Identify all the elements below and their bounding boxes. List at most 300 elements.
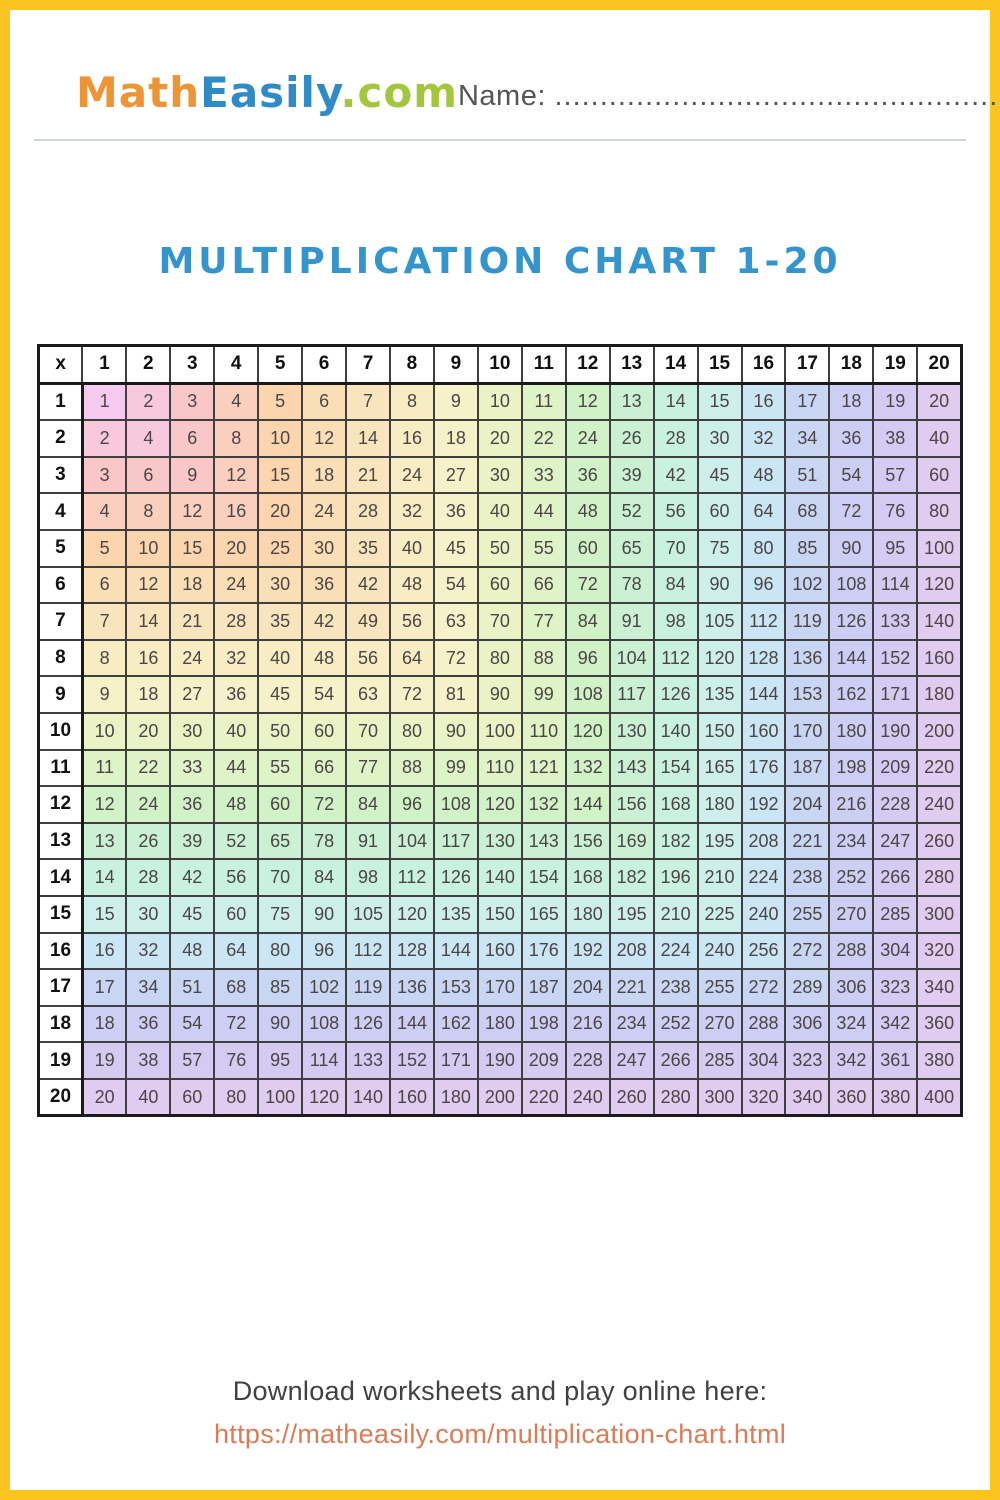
table-cell: 400 bbox=[917, 1079, 961, 1116]
multiplication-table bbox=[37, 344, 963, 1117]
table-cell: 247 bbox=[873, 823, 917, 860]
table-cell: 304 bbox=[873, 933, 917, 970]
table-cell: 10 bbox=[82, 713, 126, 750]
matheasily-logo bbox=[76, 68, 458, 117]
table-cell: 65 bbox=[258, 823, 302, 860]
column-header-cell: 1 bbox=[82, 346, 126, 384]
table-cell: 266 bbox=[654, 1042, 698, 1079]
table-cell: 120 bbox=[302, 1079, 346, 1116]
table-cell: 26 bbox=[610, 420, 654, 457]
table-cell: 225 bbox=[698, 896, 742, 933]
table-row bbox=[39, 713, 962, 750]
table-cell: 42 bbox=[302, 603, 346, 640]
table-cell: 60 bbox=[258, 786, 302, 823]
table-cell: 28 bbox=[346, 493, 390, 530]
table-cell: 70 bbox=[346, 713, 390, 750]
table-cell: 168 bbox=[566, 859, 610, 896]
table-cell: 110 bbox=[478, 750, 522, 787]
table-cell: 143 bbox=[522, 823, 566, 860]
table-cell: 117 bbox=[610, 676, 654, 713]
table-cell: 140 bbox=[346, 1079, 390, 1116]
table-cell: 98 bbox=[654, 603, 698, 640]
table-cell: 182 bbox=[654, 823, 698, 860]
table-cell: 15 bbox=[698, 383, 742, 420]
column-header-cell: 3 bbox=[170, 346, 214, 384]
table-cell: 136 bbox=[390, 969, 434, 1006]
table-cell: 5 bbox=[258, 383, 302, 420]
column-header-cell: 17 bbox=[785, 346, 829, 384]
table-cell: 108 bbox=[566, 676, 610, 713]
table-cell: 102 bbox=[302, 969, 346, 1006]
table-cell: 60 bbox=[478, 567, 522, 604]
table-cell: 88 bbox=[522, 640, 566, 677]
table-cell: 14 bbox=[346, 420, 390, 457]
table-cell: 112 bbox=[654, 640, 698, 677]
table-cell: 360 bbox=[829, 1079, 873, 1116]
table-cell: 234 bbox=[829, 823, 873, 860]
table-cell: 40 bbox=[478, 493, 522, 530]
table-cell: 320 bbox=[742, 1079, 786, 1116]
table-cell: 19 bbox=[873, 383, 917, 420]
table-cell: 39 bbox=[610, 457, 654, 494]
table-cell: 240 bbox=[742, 896, 786, 933]
table-cell: 95 bbox=[873, 530, 917, 567]
logo-part-math: Math bbox=[76, 68, 201, 117]
table-cell: 160 bbox=[742, 713, 786, 750]
table-cell: 96 bbox=[742, 567, 786, 604]
table-cell: 60 bbox=[917, 457, 961, 494]
table-cell: 380 bbox=[917, 1042, 961, 1079]
table-cell: 77 bbox=[346, 750, 390, 787]
table-cell: 91 bbox=[346, 823, 390, 860]
table-cell: 56 bbox=[654, 493, 698, 530]
table-cell: 102 bbox=[785, 567, 829, 604]
table-cell: 210 bbox=[698, 859, 742, 896]
table-row bbox=[39, 640, 962, 677]
table-cell: 200 bbox=[478, 1079, 522, 1116]
table-row bbox=[39, 969, 962, 1006]
table-cell: 152 bbox=[873, 640, 917, 677]
name-fill-in-line: ................................................. bbox=[554, 80, 999, 112]
table-cell: 50 bbox=[478, 530, 522, 567]
column-header-cell: 11 bbox=[522, 346, 566, 384]
table-cell: 64 bbox=[214, 933, 258, 970]
table-cell: 78 bbox=[610, 567, 654, 604]
table-cell: 171 bbox=[873, 676, 917, 713]
column-header-cell: 9 bbox=[434, 346, 478, 384]
table-cell: 42 bbox=[654, 457, 698, 494]
table-cell: 120 bbox=[478, 786, 522, 823]
table-cell: 66 bbox=[522, 567, 566, 604]
table-cell: 100 bbox=[258, 1079, 302, 1116]
table-cell: 180 bbox=[917, 676, 961, 713]
table-cell: 105 bbox=[698, 603, 742, 640]
table-cell: 176 bbox=[522, 933, 566, 970]
table-cell: 180 bbox=[566, 896, 610, 933]
table-header-row bbox=[39, 346, 962, 384]
table-cell: 153 bbox=[785, 676, 829, 713]
table-cell: 169 bbox=[610, 823, 654, 860]
row-header-cell: 8 bbox=[39, 640, 83, 677]
table-cell: 270 bbox=[829, 896, 873, 933]
table-cell: 96 bbox=[390, 786, 434, 823]
table-cell: 68 bbox=[214, 969, 258, 1006]
table-cell: 64 bbox=[742, 493, 786, 530]
table-cell: 2 bbox=[82, 420, 126, 457]
table-cell: 8 bbox=[390, 383, 434, 420]
table-cell: 100 bbox=[478, 713, 522, 750]
table-cell: 280 bbox=[917, 859, 961, 896]
table-cell: 140 bbox=[917, 603, 961, 640]
table-cell: 255 bbox=[698, 969, 742, 1006]
table-cell: 80 bbox=[917, 493, 961, 530]
table-cell: 32 bbox=[126, 933, 170, 970]
table-cell: 342 bbox=[829, 1042, 873, 1079]
table-cell: 255 bbox=[785, 896, 829, 933]
table-cell: 361 bbox=[873, 1042, 917, 1079]
table-cell: 36 bbox=[214, 676, 258, 713]
table-cell: 48 bbox=[214, 786, 258, 823]
logo-part-com: .com bbox=[340, 68, 458, 117]
table-cell: 300 bbox=[917, 896, 961, 933]
table-cell: 18 bbox=[126, 676, 170, 713]
column-header-cell: 19 bbox=[873, 346, 917, 384]
table-cell: 56 bbox=[214, 859, 258, 896]
table-cell: 128 bbox=[742, 640, 786, 677]
table-cell: 208 bbox=[610, 933, 654, 970]
table-cell: 132 bbox=[566, 750, 610, 787]
table-cell: 51 bbox=[170, 969, 214, 1006]
table-cell: 162 bbox=[434, 1006, 478, 1043]
table-cell: 160 bbox=[390, 1079, 434, 1116]
table-row bbox=[39, 493, 962, 530]
table-cell: 84 bbox=[566, 603, 610, 640]
table-cell: 42 bbox=[346, 567, 390, 604]
table-row bbox=[39, 933, 962, 970]
table-cell: 80 bbox=[478, 640, 522, 677]
table-cell: 78 bbox=[302, 823, 346, 860]
table-cell: 21 bbox=[170, 603, 214, 640]
table-cell: 52 bbox=[610, 493, 654, 530]
table-cell: 36 bbox=[126, 1006, 170, 1043]
table-cell: 18 bbox=[82, 1006, 126, 1043]
table-cell: 209 bbox=[873, 750, 917, 787]
table-cell: 165 bbox=[522, 896, 566, 933]
table-cell: 44 bbox=[214, 750, 258, 787]
table-cell: 126 bbox=[434, 859, 478, 896]
table-row bbox=[39, 1079, 962, 1116]
table-cell: 3 bbox=[170, 383, 214, 420]
table-cell: 85 bbox=[258, 969, 302, 1006]
table-cell: 33 bbox=[170, 750, 214, 787]
table-cell: 26 bbox=[126, 823, 170, 860]
table-cell: 153 bbox=[434, 969, 478, 1006]
table-cell: 8 bbox=[214, 420, 258, 457]
row-header-cell: 1 bbox=[39, 383, 83, 420]
table-body bbox=[39, 383, 962, 1116]
table-cell: 133 bbox=[346, 1042, 390, 1079]
table-cell: 80 bbox=[390, 713, 434, 750]
table-cell: 140 bbox=[478, 859, 522, 896]
table-cell: 132 bbox=[522, 786, 566, 823]
table-cell: 40 bbox=[126, 1079, 170, 1116]
table-cell: 36 bbox=[566, 457, 610, 494]
table-cell: 126 bbox=[346, 1006, 390, 1043]
table-cell: 48 bbox=[302, 640, 346, 677]
table-cell: 200 bbox=[917, 713, 961, 750]
table-cell: 304 bbox=[742, 1042, 786, 1079]
table-cell: 190 bbox=[478, 1042, 522, 1079]
table-cell: 22 bbox=[126, 750, 170, 787]
table-cell: 40 bbox=[258, 640, 302, 677]
footer-text: Download worksheets and play online here: bbox=[232, 1376, 768, 1406]
table-cell: 120 bbox=[917, 567, 961, 604]
table-cell: 14 bbox=[654, 383, 698, 420]
table-cell: 120 bbox=[390, 896, 434, 933]
table-cell: 144 bbox=[566, 786, 610, 823]
row-header-cell: 11 bbox=[39, 750, 83, 787]
table-cell: 224 bbox=[742, 859, 786, 896]
table-cell: 12 bbox=[566, 383, 610, 420]
table-cell: 12 bbox=[214, 457, 258, 494]
table-cell: 63 bbox=[434, 603, 478, 640]
table-cell: 45 bbox=[698, 457, 742, 494]
table-cell: 70 bbox=[478, 603, 522, 640]
table-cell: 168 bbox=[654, 786, 698, 823]
table-cell: 110 bbox=[522, 713, 566, 750]
table-cell: 90 bbox=[698, 567, 742, 604]
row-header-cell: 15 bbox=[39, 896, 83, 933]
table-cell: 196 bbox=[654, 859, 698, 896]
table-cell: 143 bbox=[610, 750, 654, 787]
table-cell: 72 bbox=[829, 493, 873, 530]
table-cell: 50 bbox=[258, 713, 302, 750]
table-cell: 75 bbox=[258, 896, 302, 933]
table-cell: 30 bbox=[478, 457, 522, 494]
table-cell: 44 bbox=[522, 493, 566, 530]
table-cell: 57 bbox=[873, 457, 917, 494]
table-cell: 320 bbox=[917, 933, 961, 970]
column-header-cell: 2 bbox=[126, 346, 170, 384]
table-cell: 32 bbox=[214, 640, 258, 677]
table-cell: 216 bbox=[829, 786, 873, 823]
table-cell: 306 bbox=[829, 969, 873, 1006]
table-cell: 84 bbox=[654, 567, 698, 604]
column-header-cell: 20 bbox=[917, 346, 961, 384]
table-cell: 19 bbox=[82, 1042, 126, 1079]
table-cell: 323 bbox=[785, 1042, 829, 1079]
table-cell: 25 bbox=[258, 530, 302, 567]
table-cell: 323 bbox=[873, 969, 917, 1006]
table-cell: 144 bbox=[742, 676, 786, 713]
table-cell: 85 bbox=[785, 530, 829, 567]
table-cell: 35 bbox=[258, 603, 302, 640]
column-header-cell: 8 bbox=[390, 346, 434, 384]
table-cell: 4 bbox=[82, 493, 126, 530]
table-cell: 180 bbox=[478, 1006, 522, 1043]
table-cell: 24 bbox=[170, 640, 214, 677]
column-header-cell: 6 bbox=[302, 346, 346, 384]
table-cell: 260 bbox=[610, 1079, 654, 1116]
table-cell: 48 bbox=[742, 457, 786, 494]
table-cell: 126 bbox=[829, 603, 873, 640]
table-cell: 104 bbox=[390, 823, 434, 860]
table-cell: 187 bbox=[785, 750, 829, 787]
table-cell: 154 bbox=[522, 859, 566, 896]
table-cell: 22 bbox=[522, 420, 566, 457]
table-cell: 8 bbox=[126, 493, 170, 530]
table-cell: 30 bbox=[258, 567, 302, 604]
table-cell: 114 bbox=[873, 567, 917, 604]
table-cell: 6 bbox=[170, 420, 214, 457]
table-cell: 18 bbox=[434, 420, 478, 457]
row-header-cell: 5 bbox=[39, 530, 83, 567]
table-cell: 30 bbox=[126, 896, 170, 933]
logo-part-easily: Easily bbox=[200, 68, 341, 117]
table-cell: 10 bbox=[126, 530, 170, 567]
table-cell: 195 bbox=[698, 823, 742, 860]
table-cell: 51 bbox=[785, 457, 829, 494]
table-cell: 144 bbox=[434, 933, 478, 970]
table-cell: 119 bbox=[346, 969, 390, 1006]
header-divider bbox=[34, 139, 966, 141]
table-cell: 64 bbox=[390, 640, 434, 677]
table-cell: 28 bbox=[126, 859, 170, 896]
table-cell: 17 bbox=[82, 969, 126, 1006]
table-cell: 20 bbox=[82, 1079, 126, 1116]
table-row bbox=[39, 896, 962, 933]
table-cell: 45 bbox=[170, 896, 214, 933]
table-cell: 4 bbox=[126, 420, 170, 457]
table-cell: 12 bbox=[302, 420, 346, 457]
table-cell: 170 bbox=[478, 969, 522, 1006]
table-cell: 15 bbox=[170, 530, 214, 567]
table-cell: 14 bbox=[82, 859, 126, 896]
table-cell: 171 bbox=[434, 1042, 478, 1079]
table-cell: 20 bbox=[126, 713, 170, 750]
table-cell: 24 bbox=[390, 457, 434, 494]
table-cell: 204 bbox=[566, 969, 610, 1006]
table-cell: 39 bbox=[170, 823, 214, 860]
table-cell: 240 bbox=[566, 1079, 610, 1116]
table-cell: 104 bbox=[610, 640, 654, 677]
table-cell: 324 bbox=[829, 1006, 873, 1043]
table-cell: 195 bbox=[610, 896, 654, 933]
table-row bbox=[39, 676, 962, 713]
table-cell: 70 bbox=[654, 530, 698, 567]
table-cell: 14 bbox=[126, 603, 170, 640]
table-row bbox=[39, 457, 962, 494]
table-cell: 28 bbox=[214, 603, 258, 640]
table-cell: 108 bbox=[829, 567, 873, 604]
name-field bbox=[458, 80, 998, 117]
table-cell: 54 bbox=[302, 676, 346, 713]
table-cell: 119 bbox=[785, 603, 829, 640]
table-cell: 380 bbox=[873, 1079, 917, 1116]
row-header-cell: 14 bbox=[39, 859, 83, 896]
row-header-cell: 7 bbox=[39, 603, 83, 640]
table-cell: 128 bbox=[390, 933, 434, 970]
table-cell: 42 bbox=[170, 859, 214, 896]
table-cell: 33 bbox=[522, 457, 566, 494]
table-cell: 52 bbox=[214, 823, 258, 860]
row-header-cell: 6 bbox=[39, 567, 83, 604]
table-cell: 17 bbox=[785, 383, 829, 420]
table-cell: 108 bbox=[434, 786, 478, 823]
table-cell: 210 bbox=[654, 896, 698, 933]
table-cell: 192 bbox=[742, 786, 786, 823]
table-cell: 221 bbox=[785, 823, 829, 860]
table-cell: 209 bbox=[522, 1042, 566, 1079]
table-cell: 16 bbox=[390, 420, 434, 457]
table-cell: 40 bbox=[214, 713, 258, 750]
table-cell: 32 bbox=[390, 493, 434, 530]
table-cell: 96 bbox=[566, 640, 610, 677]
table-cell: 95 bbox=[258, 1042, 302, 1079]
table-cell: 60 bbox=[214, 896, 258, 933]
table-cell: 4 bbox=[214, 383, 258, 420]
table-cell: 160 bbox=[917, 640, 961, 677]
table-cell: 56 bbox=[390, 603, 434, 640]
table-cell: 48 bbox=[390, 567, 434, 604]
table-cell: 9 bbox=[82, 676, 126, 713]
table-cell: 272 bbox=[785, 933, 829, 970]
table-cell: 75 bbox=[698, 530, 742, 567]
table-cell: 272 bbox=[742, 969, 786, 1006]
table-cell: 154 bbox=[654, 750, 698, 787]
table-cell: 34 bbox=[126, 969, 170, 1006]
table-cell: 49 bbox=[346, 603, 390, 640]
corner-cell: x bbox=[39, 346, 83, 384]
name-label: Name: bbox=[457, 80, 546, 112]
table-cell: 152 bbox=[390, 1042, 434, 1079]
table-cell: 342 bbox=[873, 1006, 917, 1043]
table-cell: 221 bbox=[610, 969, 654, 1006]
table-cell: 60 bbox=[566, 530, 610, 567]
table-cell: 204 bbox=[785, 786, 829, 823]
table-cell: 228 bbox=[566, 1042, 610, 1079]
table-cell: 40 bbox=[917, 420, 961, 457]
column-header-cell: 4 bbox=[214, 346, 258, 384]
table-cell: 280 bbox=[654, 1079, 698, 1116]
table-cell: 252 bbox=[654, 1006, 698, 1043]
table-cell: 156 bbox=[610, 786, 654, 823]
table-cell: 16 bbox=[126, 640, 170, 677]
table-cell: 18 bbox=[170, 567, 214, 604]
table-cell: 15 bbox=[258, 457, 302, 494]
table-cell: 84 bbox=[302, 859, 346, 896]
footer-link[interactable]: https://matheasily.com/multiplication-chart.html bbox=[213, 1419, 787, 1449]
row-header-cell: 16 bbox=[39, 933, 83, 970]
table-cell: 112 bbox=[390, 859, 434, 896]
table-cell: 38 bbox=[126, 1042, 170, 1079]
row-header-cell: 3 bbox=[39, 457, 83, 494]
table-cell: 36 bbox=[170, 786, 214, 823]
table-cell: 90 bbox=[434, 713, 478, 750]
table-cell: 40 bbox=[390, 530, 434, 567]
row-header-cell: 2 bbox=[39, 420, 83, 457]
table-cell: 6 bbox=[302, 383, 346, 420]
table-cell: 228 bbox=[873, 786, 917, 823]
table-cell: 130 bbox=[478, 823, 522, 860]
table-cell: 133 bbox=[873, 603, 917, 640]
table-cell: 187 bbox=[522, 969, 566, 1006]
row-header-cell: 10 bbox=[39, 713, 83, 750]
table-cell: 180 bbox=[829, 713, 873, 750]
table-cell: 30 bbox=[302, 530, 346, 567]
table-cell: 7 bbox=[82, 603, 126, 640]
table-cell: 13 bbox=[610, 383, 654, 420]
